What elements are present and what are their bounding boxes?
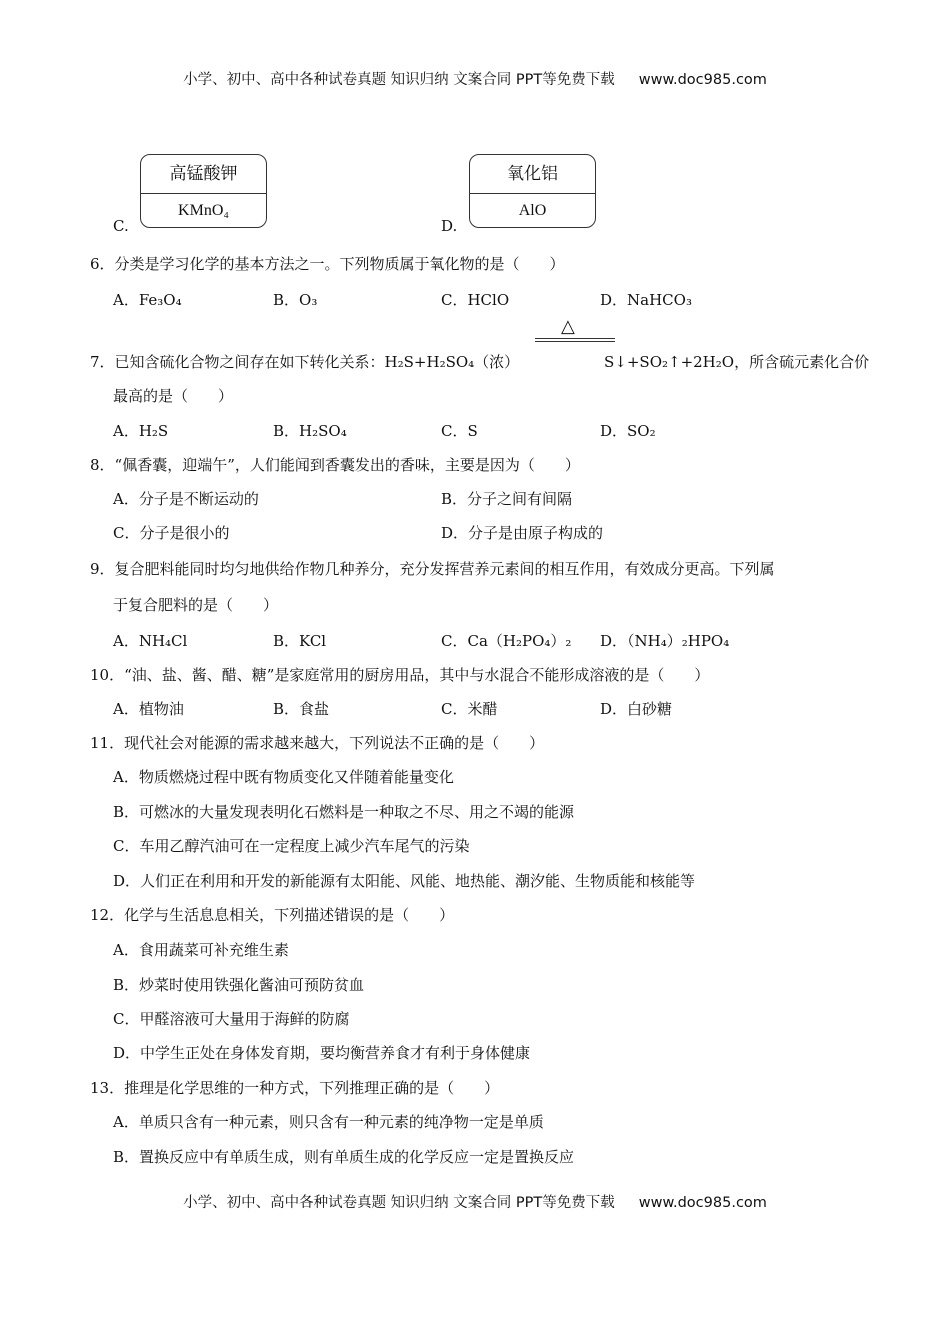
q6-option: C．HClO [441, 291, 510, 309]
q12-stem: 12．化学与生活息息相关，下列描述错误的是（ ） [90, 906, 455, 924]
q9-option: A．NH₄Cl [113, 632, 188, 650]
q5-option-c-label: C. [113, 217, 129, 235]
page-header [0, 68, 950, 89]
q11-option: D．人们正在利用和开发的新能源有太阳能、风能、地热能、潮汐能、生物质能和核能等 [113, 872, 696, 890]
q13-option: B．置换反应中有单质生成，则有单质生成的化学反应一定是置换反应 [113, 1148, 575, 1166]
header-site-link[interactable]: www.doc985.com [638, 72, 767, 88]
q9-option: D．（NH₄）₂HPO₄ [600, 632, 730, 650]
q10-option: A．植物油 [113, 700, 184, 718]
q6-stem: 6．分类是学习化学的基本方法之一。下列物质属于氧化物的是（ ） [90, 255, 565, 273]
q5-option-c-label-card [140, 154, 267, 228]
card-name: 氧化铝 [470, 155, 595, 194]
q10-stem: 10．“油、盐、酱、醋、糖”是家庭常用的厨房用品，其中与水混合不能形成溶液的是（ ） [90, 666, 710, 684]
q11-stem: 11．现代社会对能源的需求越来越大，下列说法不正确的是（ ） [90, 734, 545, 752]
q8-option: C．分子是很小的 [113, 524, 230, 542]
card-formula: AlO [518, 202, 547, 219]
q11-option: B．可燃冰的大量发现表明化石燃料是一种取之不尽、用之不竭的能源 [113, 803, 575, 821]
card-name: 高锰酸钾 [141, 155, 266, 194]
header-text: 小学、初中、高中各种试卷真题 知识归纳 文案合同 PPT等免费下载 [183, 72, 615, 88]
q7-option: B．H₂SO₄ [273, 422, 347, 440]
page-footer [0, 1191, 950, 1212]
q5-option-d-label: D. [441, 217, 458, 235]
footer-site-link[interactable]: www.doc985.com [638, 1195, 767, 1211]
q7-stem-products: S↓+SO₂↑+2H₂O，所含硫元素化合价 [604, 353, 870, 371]
q5-option-d-label-card [469, 154, 596, 228]
card-formula: KMnO₄ [178, 202, 229, 219]
q9-stem: 9．复合肥料能同时均匀地供给作物几种养分，充分发挥营养元素间的相互作用，有效成分更高。下列属 [90, 560, 775, 578]
q10-option: D．白砂糖 [600, 700, 673, 718]
q9-stem-cont: 于复合肥料的是（ ） [113, 596, 279, 614]
q6-option: D．NaHCO₃ [600, 291, 692, 309]
q10-option: C．米醋 [441, 700, 498, 718]
q7-option: C．S [441, 422, 478, 440]
q8-option: B．分子之间有间隔 [441, 490, 573, 508]
q10-option: B．食盐 [273, 700, 330, 718]
q13-option: A．单质只含有一种元素，则只含有一种元素的纯净物一定是单质 [113, 1113, 544, 1131]
q12-option: D．中学生正处在身体发育期，要均衡营养食才有利于身体健康 [113, 1044, 531, 1062]
q6-option: A．Fe₃O₄ [113, 291, 182, 309]
q11-option: A．物质燃烧过程中既有物质变化又伴随着能量变化 [113, 768, 454, 786]
q8-stem: 8．“佩香囊，迎端午”，人们能闻到香囊发出的香味，主要是因为（ ） [90, 456, 580, 474]
q9-option: B．KCl [273, 632, 327, 650]
footer-text: 小学、初中、高中各种试卷真题 知识归纳 文案合同 PPT等免费下载 [183, 1195, 615, 1211]
q12-option: C．甲醛溶液可大量用于海鲜的防腐 [113, 1010, 350, 1028]
q11-option: C．车用乙醇汽油可在一定程度上减少汽车尾气的污染 [113, 837, 470, 855]
q7-stem-cont: 最高的是（ ） [113, 387, 234, 405]
q12-option: A．食用蔬菜可补充维生素 [113, 941, 289, 959]
q6-option: B．O₃ [273, 291, 318, 309]
q9-option: C．Ca（H₂PO₄）₂ [441, 632, 572, 650]
q8-option: D．分子是由原子构成的 [441, 524, 604, 542]
q7-option: D．SO₂ [600, 422, 656, 440]
reaction-condition-heat [535, 318, 615, 340]
q7-stem: 7．已知含硫化合物之间存在如下转化关系：H₂S+H₂SO₄（浓） [90, 353, 520, 371]
q12-option: B．炒菜时使用铁强化酱油可预防贫血 [113, 976, 365, 994]
heat-symbol: △ [561, 316, 575, 337]
q8-option: A．分子是不断运动的 [113, 490, 259, 508]
q13-stem: 13．推理是化学思维的一种方式，下列推理正确的是（ ） [90, 1079, 500, 1097]
q7-option: A．H₂S [113, 422, 169, 440]
